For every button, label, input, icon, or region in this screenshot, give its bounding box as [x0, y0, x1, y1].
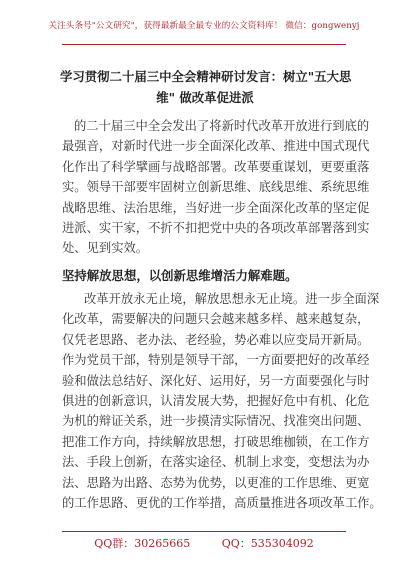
section-line: 作为党员干部，特别是领导干部，一方面要把好的改革经: [62, 353, 370, 368]
section-paragraph: [62, 289, 382, 513]
section-line: 法、手段上创新，在落实途径、机制上求变，变想法为办: [62, 455, 370, 470]
intro-line: 化作出了科学擘画与战略部署。改革要重谋划，更要重落: [62, 159, 370, 174]
header-promo-note: 关注头条号"公文研究"，获得最新最全最专业的公文资料库！ 微信：gongwenyj: [48, 21, 360, 31]
intro-line: 最强音，对新时代进一步全面深化改革、推进中国式现代: [62, 139, 370, 154]
intro-line: 战略思维、法治思维，当好进一步全面深化改革的坚定促: [62, 200, 370, 215]
section-line: 法、思路为出路、态势为优势，以更准的工作思维、更宽: [62, 475, 370, 490]
footer-divider: [62, 531, 346, 532]
title-line-1: 学习贯彻二十届三中全会精神研讨发言：树立"五大思: [60, 69, 352, 84]
header-divider: [62, 44, 346, 45]
intro-paragraph: [62, 116, 370, 259]
footer-contact: [0, 535, 408, 551]
intro-line: 实。领导干部要牢固树立创新思维、底线思维、系统思维: [62, 180, 370, 195]
document-title: [60, 66, 350, 108]
section-line: 把准工作方向，持续解放思想，打破思维枷锁，在工作方: [62, 434, 370, 449]
section-line: 俱进的创新意识，认清发展大势，把握好危中有机、化危: [62, 394, 370, 409]
section-heading: 坚持解放思想，以创新思维增活力解难题。: [62, 268, 298, 283]
section-line: 验和做法总结好、深化好、运用好，另一方面要强化与时: [62, 373, 370, 388]
intro-line: 的二十届三中全会发出了将新时代改革开放进行到底的: [74, 119, 370, 133]
section-line: 化改革，需要解决的问题只会越来越多样、越来越复杂，: [62, 312, 370, 327]
intro-line: 处、见到实效。: [62, 241, 149, 256]
title-line-2: 维" 做改革促进派: [156, 90, 254, 105]
section-line: 的工作思路、更优的工作举措，高质量推进各项改革工作。: [62, 496, 382, 511]
intro-line: 进派、实干家，不折不扣把党中央的各项改革部署落到实: [62, 221, 370, 236]
footer-qq-number: QQ：535304092: [221, 537, 314, 550]
footer-qq-group: QQ群：30265665: [94, 537, 191, 550]
section-line: 为机的辩证关系，进一步摸清实际情况、找准突出问题、: [62, 414, 370, 429]
section-line: 仅凭老思路、老办法、老经验，势必难以应变局开新局。: [62, 332, 370, 347]
section-line: 改革开放永无止境，解放思想永无止境。进一步全面深: [84, 292, 380, 306]
